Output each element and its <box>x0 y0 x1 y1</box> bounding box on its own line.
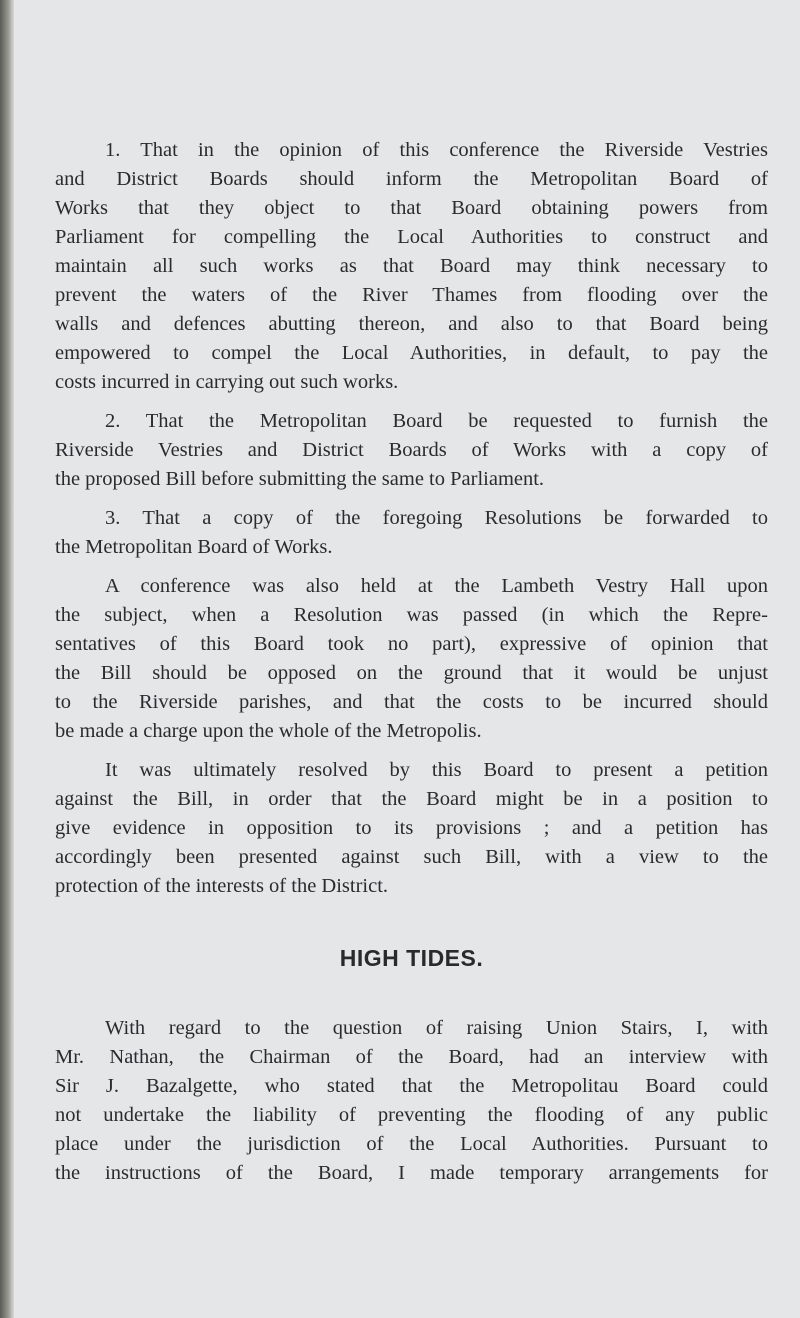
text-line: against the Bill, in order that the Board might be in a position to <box>55 788 768 810</box>
text-line: empowered to compel the Local Authorities, in default, to pay the <box>55 342 768 364</box>
paragraph <box>55 756 768 901</box>
text-line: the subject, when a Resolution was passed (in which the Repre- <box>55 604 768 626</box>
text-line: maintain all such works as that Board may think necessary to <box>55 255 768 277</box>
text-line: prevent the waters of the River Thames from flooding over the <box>55 284 768 306</box>
paragraph <box>55 407 768 494</box>
page-binding-edge <box>0 0 14 1318</box>
text-line: not undertake the liability of preventing the flooding of any public <box>55 1104 768 1126</box>
text-line: 3. That a copy of the foregoing Resolutions be forwarded to <box>105 507 768 529</box>
text-line: Works that they object to that Board obtaining powers from <box>55 197 768 219</box>
resolutions-section <box>55 136 768 901</box>
text-line: A conference was also held at the Lambeth Vestry Hall upon <box>105 575 768 597</box>
text-line: walls and defences abutting thereon, and also to that Board being <box>55 313 768 335</box>
paragraph <box>55 136 768 397</box>
text-line: be made a charge upon the whole of the Metropolis. <box>55 720 482 742</box>
text-line: Sir J. Bazalgette, who stated that the Metropolitau Board could <box>55 1075 768 1097</box>
high-tides-section <box>55 1014 768 1188</box>
section-heading: HIGH TIDES. <box>339 945 484 971</box>
text-line: accordingly been presented against such Bill, with a view to the <box>55 846 768 868</box>
text-line: place under the jurisdiction of the Local Authorities. Pursuant to <box>55 1133 768 1155</box>
text-line: costs incurred in carrying out such works. <box>55 371 399 393</box>
text-line: protection of the interests of the District. <box>55 875 389 897</box>
text-line: the Metropolitan Board of Works. <box>55 536 333 558</box>
text-line: the Bill should be opposed on the ground that it would be unjust <box>55 662 768 684</box>
text-line: the instructions of the Board, I made temporary arrangements for <box>55 1162 768 1184</box>
text-line: With regard to the question of raising Union Stairs, I, with <box>105 1017 768 1039</box>
document-page <box>55 136 768 1198</box>
text-line: to the Riverside parishes, and that the costs to be incurred should <box>55 691 768 713</box>
text-line: 1. That in the opinion of this conference the Riverside Vestries <box>105 139 768 161</box>
text-line: Riverside Vestries and District Boards of Works with a copy of <box>55 439 768 461</box>
text-line: 2. That the Metropolitan Board be requested to furnish the <box>105 410 768 432</box>
text-line: and District Boards should inform the Metropolitan Board of <box>55 168 768 190</box>
text-line: the proposed Bill before submitting the same to Parliament. <box>55 468 545 490</box>
paragraph <box>55 572 768 746</box>
paragraph <box>55 1014 768 1188</box>
text-line: give evidence in opposition to its provisions ; and a petition has <box>55 817 768 839</box>
text-line: Parliament for compelling the Local Authorities to construct and <box>55 226 768 248</box>
text-line: Mr. Nathan, the Chairman of the Board, had an interview with <box>55 1046 768 1068</box>
text-line: It was ultimately resolved by this Board to present a petition <box>105 759 768 781</box>
paragraph <box>55 504 768 562</box>
text-line: sentatives of this Board took no part), expressive of opinion that <box>55 633 768 655</box>
